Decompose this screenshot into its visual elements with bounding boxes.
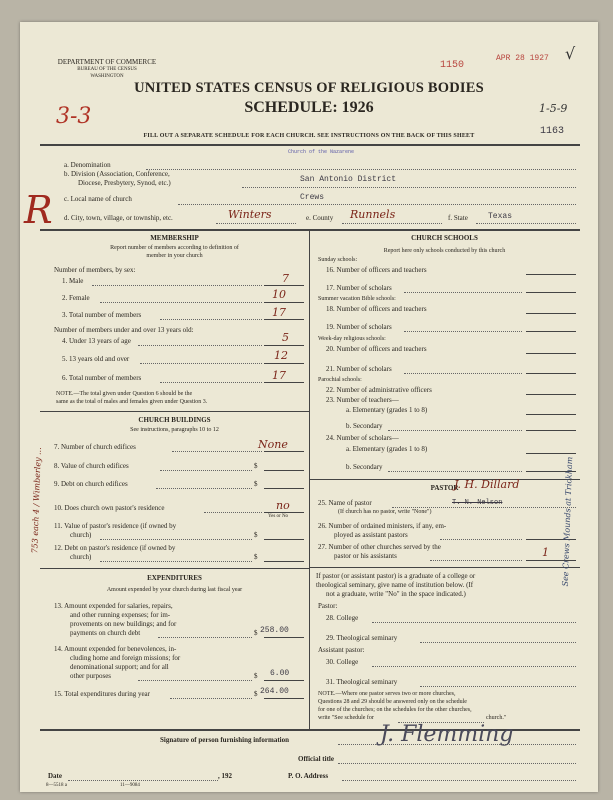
q11-label: 11. Value of pastor's residence (if owned by [54, 522, 177, 530]
q7-value: None [258, 438, 288, 451]
membership-heading: MEMBERSHIP [150, 234, 199, 242]
q11-label-2: church) [70, 531, 92, 539]
q3-value: 17 [272, 306, 286, 319]
q20-label: 20. Number of officers and teachers [326, 345, 427, 353]
q11-dollar: $ [254, 531, 258, 539]
expenditures-sub: Amount expended by your church during last fiscal year [106, 587, 243, 593]
city-value: Winters [228, 208, 272, 221]
margin-letter: R [24, 188, 53, 232]
q27-label: 27. Number of other churches served by the [318, 543, 441, 551]
census-schedule-sheet [20, 22, 598, 792]
q25-label: 25. Name of pastor [318, 499, 372, 507]
signature: J. Flemming [380, 722, 514, 747]
pastor-note-4: write "See schedule for [318, 715, 374, 721]
q15-label: 15. Total expenditures during year [54, 690, 150, 698]
pastor-subheading: Pastor: [318, 602, 338, 610]
q16-label: 16. Number of officers and teachers [326, 266, 427, 274]
q27-value: 1 [542, 546, 549, 559]
bureau-line: BUREAU OF THE CENSUS [77, 67, 137, 72]
denomination-stamp: Church of the Nazarene [288, 149, 355, 155]
city-line: WASHINGTON [90, 74, 124, 79]
q14-label-3: denominational support; and for all [70, 663, 169, 671]
print-number: 11—9084 [120, 783, 140, 788]
weekday-schools: Week-day religious schools: [318, 336, 386, 342]
graduate-instruction-3: not a graduate, write "No" in the space indicated.) [326, 590, 466, 598]
q3-label: 3. Total number of members [62, 311, 142, 319]
q5-label: 5. 13 years old and over [62, 355, 130, 363]
members-by-sex: Number of members, by sex: [54, 266, 136, 274]
expenditures-heading: EXPENDITURES [147, 574, 202, 582]
form-number: 8—5518 a [46, 783, 67, 788]
date-label: Date [48, 772, 62, 780]
q9-label: 9. Debt on church edifices [54, 480, 128, 488]
q14-label: 14. Amount expended for benevolences, in- [54, 645, 177, 653]
check-mark: √ [565, 44, 576, 63]
q14-label-4: other purposes [70, 672, 112, 680]
received-date-stamp: APR 28 1927 [496, 54, 549, 63]
q23b-label: b. Secondary [346, 422, 383, 430]
graduate-instruction-1: If pastor (or assistant pastor) is a graduate of a college or [316, 572, 476, 580]
pastor-note-3: for one of the churches; on the schedules for the other churches, [318, 707, 472, 713]
q26-label-2: ployed as assistant pastors [334, 531, 408, 539]
q19-label: 19. Number of scholars [326, 323, 392, 331]
graduate-instruction-2: theological seminary, give name of institution below. (If [316, 581, 474, 589]
department-line: DEPARTMENT OF COMMERCE [57, 58, 157, 66]
q6-label: 6. Total number of members [62, 374, 142, 382]
q23-label: 23. Number of teachers— [326, 396, 399, 404]
q25-hint: (If church has no pastor, write "None") [338, 509, 432, 515]
yes-no-hint: Yes or No [268, 514, 289, 519]
q15-value: 264.00 [260, 687, 289, 696]
general-instruction: FILL OUT A SEPARATE SCHEDULE FOR EACH CHURCH. SEE INSTRUCTIONS ON THE BACK OF THIS SHEET [143, 133, 475, 139]
pastor-note-5: church." [486, 715, 507, 721]
q8-label: 8. Value of church edifices [54, 462, 129, 470]
right-margin-note: See Crews Mounds at Trickham [560, 456, 575, 587]
membership-sub1: Report number of members according to definition of [110, 245, 239, 251]
q27-label-2: pastor or his assistants [334, 552, 397, 560]
schools-heading: CHURCH SCHOOLS [411, 234, 478, 242]
city-label: d. City, town, village, or township, etc. [64, 214, 173, 222]
q12-label-2: church) [70, 553, 92, 561]
membership-note-2: same as the total of males and females given under Question 3. [56, 399, 208, 405]
q28-label: 28. College [326, 614, 359, 622]
sunday-schools: Sunday schools: [318, 257, 358, 263]
q9-dollar: $ [254, 480, 258, 488]
division-value: San Antonio District [300, 175, 397, 184]
local-name-value: Crews [300, 193, 325, 202]
pastor-heading: PASTOR [430, 484, 459, 492]
assistant-subheading: Assistant pastor: [318, 646, 365, 654]
q29-label: 29. Theological seminary [326, 634, 398, 642]
q10-label: 10. Does church own pastor's residence [54, 504, 165, 512]
q12-label: 12. Debt on pastor's residence (if owned by [54, 544, 176, 552]
local-name-label: c. Local name of church [64, 195, 132, 203]
q7-label: 7. Number of church edifices [54, 443, 136, 451]
division-label-2: Diocese, Presbytery, Synod, etc.) [78, 179, 171, 187]
q13-dollar: $ [254, 629, 258, 637]
po-address-label: P. O. Address [288, 772, 329, 780]
q13-label-2: and other running expenses; for im- [70, 611, 171, 619]
q6-value: 17 [272, 369, 286, 382]
state-value: Texas [488, 212, 513, 221]
denomination-label: a. Denomination [64, 161, 111, 169]
q13-value: 258.00 [260, 626, 289, 635]
q30-label: 30. College [326, 658, 359, 666]
reference-number: 1163 [540, 126, 565, 137]
q15-dollar: $ [254, 690, 258, 698]
membership-sub2: member in your church [146, 253, 203, 259]
buildings-heading: CHURCH BUILDINGS [138, 416, 211, 424]
signature-label: Signature of person furnishing information [160, 736, 289, 744]
q4-value: 5 [282, 331, 289, 344]
q1-label: 1. Male [62, 277, 84, 285]
q26-label: 26. Number of ordained ministers, if any, em- [318, 522, 447, 530]
age-heading: Number of members under and over 13 years old: [54, 326, 194, 334]
county-label: e. County [306, 214, 334, 222]
form-title: UNITED STATES CENSUS OF RELIGIOUS BODIES [134, 80, 484, 96]
buildings-sub: See instructions, paragraphs 10 to 12 [130, 427, 219, 433]
county-value: Runnels [350, 208, 396, 221]
summer-schools: Summer vacation Bible schools: [318, 296, 396, 302]
date-year: , 192 [218, 772, 232, 780]
q10-value: no [276, 499, 290, 512]
division-label: b. Division (Association, Conference, [64, 170, 170, 178]
q23a-label: a. Elementary (grades 1 to 8) [346, 406, 428, 414]
stamp-number: 1150 [440, 60, 465, 71]
q25-value: T. N. Nelson [452, 499, 503, 507]
q13-label-4: payments on church debt [70, 629, 141, 637]
q8-dollar: $ [254, 462, 258, 470]
handwritten-date: 1-5-9 [539, 102, 568, 115]
state-label: f. State [448, 214, 468, 222]
q24-label: 24. Number of scholars— [326, 434, 399, 442]
q13-label-3: provements on new buildings; and for [70, 620, 177, 628]
pastor-note-2: Questions 28 and 29 should be answered only on the schedule [318, 699, 467, 705]
q12-dollar: $ [254, 553, 258, 561]
q4-label: 4. Under 13 years of age [62, 337, 131, 345]
pastor-handwritten-name: J. H. Dillard [454, 478, 520, 491]
schools-sub: Report here only schools conducted by this church [383, 248, 506, 254]
q14-dollar: $ [254, 672, 258, 680]
q1-value: 7 [282, 272, 289, 285]
official-title-label: Official title [298, 755, 334, 763]
q22-label: 22. Number of administrative officers [326, 386, 432, 394]
q14-value: 6.00 [270, 669, 290, 678]
handwritten-code: 3-3 [56, 104, 92, 129]
q24a-label: a. Elementary (grades 1 to 8) [346, 445, 428, 453]
q2-value: 10 [272, 288, 286, 301]
left-margin-note: 753 each 4 / Wimberley ... [30, 447, 43, 554]
q31-label: 31. Theological seminary [326, 678, 398, 686]
pastor-note-1: NOTE.—Where one pastor serves two or more churches, [318, 691, 456, 697]
q21-label: 21. Number of scholars [326, 365, 392, 373]
q5-value: 12 [274, 349, 288, 362]
q14-label-2: cluding home and foreign missions; for [70, 654, 181, 662]
q24b-label: b. Secondary [346, 463, 383, 471]
membership-note-1: NOTE.—The total given under Question 6 should be the [56, 391, 193, 397]
q18-label: 18. Number of officers and teachers [326, 305, 427, 313]
q17-label: 17. Number of scholars [326, 284, 392, 292]
q2-label: 2. Female [62, 294, 90, 302]
parochial-schools: Parochial schools: [318, 377, 362, 383]
form-subtitle: SCHEDULE: 1926 [244, 99, 374, 116]
q13-label: 13. Amount expended for salaries, repairs, [54, 602, 173, 610]
